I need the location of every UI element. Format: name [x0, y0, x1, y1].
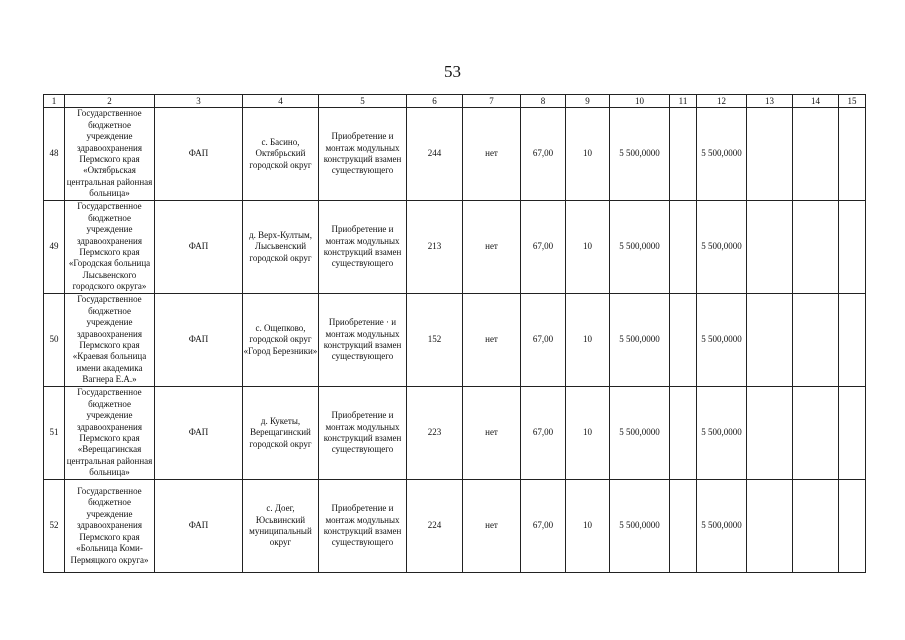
column-number: 9 — [566, 95, 610, 108]
cell-11 — [670, 480, 697, 573]
work-description: Приобретение и монтаж модульных конструкций взамен существующего — [319, 387, 407, 480]
column-number: 6 — [407, 95, 463, 108]
cell-9: 10 — [566, 387, 610, 480]
cell-11 — [670, 201, 697, 294]
page-number: 53 — [444, 62, 461, 81]
cell-7: нет — [463, 480, 521, 573]
facility-type: ФАП — [155, 387, 243, 480]
cell-15 — [839, 294, 866, 387]
cell-9: 10 — [566, 294, 610, 387]
location: с. Ощепково, городской округ «Город Березники» — [243, 294, 319, 387]
table-row — [44, 480, 866, 573]
cell-12: 5 500,0000 — [697, 387, 747, 480]
facility-type: ФАП — [155, 294, 243, 387]
cell-9: 10 — [566, 480, 610, 573]
cell-10: 5 500,0000 — [610, 108, 670, 201]
cell-11 — [670, 108, 697, 201]
institution-name: Государственное бюджетное учреждение здравоохранения Пермского края «Верещагинская центральная районная больница» — [65, 387, 155, 480]
cell-6: 223 — [407, 387, 463, 480]
table-row — [44, 294, 866, 387]
cell-10: 5 500,0000 — [610, 480, 670, 573]
column-number-row — [44, 95, 866, 108]
column-number: 10 — [610, 95, 670, 108]
row-number: 51 — [44, 387, 65, 480]
cell-8: 67,00 — [521, 201, 566, 294]
table-row — [44, 201, 866, 294]
work-description: Приобретение и монтаж модульных конструкций взамен существующего — [319, 108, 407, 201]
column-number: 1 — [44, 95, 65, 108]
facility-type: ФАП — [155, 108, 243, 201]
cell-14 — [793, 480, 839, 573]
institution-name: Государственное бюджетное учреждение здравоохранения Пермского края «Больница Коми-Пермяцкого округа» — [65, 480, 155, 573]
cell-9: 10 — [566, 201, 610, 294]
cell-8: 67,00 — [521, 387, 566, 480]
cell-14 — [793, 108, 839, 201]
cell-12: 5 500,0000 — [697, 201, 747, 294]
row-number: 49 — [44, 201, 65, 294]
cell-8: 67,00 — [521, 294, 566, 387]
location: д. Кукеты, Верещагинский городской округ — [243, 387, 319, 480]
location: д. Верх-Култым, Лысьвенский городской округ — [243, 201, 319, 294]
work-description: Приобретение · и монтаж модульных конструкций взамен существующего — [319, 294, 407, 387]
work-description: Приобретение и монтаж модульных конструкций взамен существующего — [319, 201, 407, 294]
cell-6: 213 — [407, 201, 463, 294]
row-number: 52 — [44, 480, 65, 573]
cell-7: нет — [463, 387, 521, 480]
facility-type: ФАП — [155, 480, 243, 573]
cell-8: 67,00 — [521, 480, 566, 573]
location: с. Басино, Октябрьский городской округ — [243, 108, 319, 201]
cell-11 — [670, 294, 697, 387]
row-number: 48 — [44, 108, 65, 201]
cell-12: 5 500,0000 — [697, 294, 747, 387]
column-number: 2 — [65, 95, 155, 108]
column-number: 14 — [793, 95, 839, 108]
institution-name: Государственное бюджетное учреждение здравоохранения Пермского края «Октябрьская центральная районная больница» — [65, 108, 155, 201]
column-number: 8 — [521, 95, 566, 108]
column-number: 12 — [697, 95, 747, 108]
cell-15 — [839, 108, 866, 201]
cell-10: 5 500,0000 — [610, 294, 670, 387]
cell-8: 67,00 — [521, 108, 566, 201]
column-number: 5 — [319, 95, 407, 108]
cell-7: нет — [463, 108, 521, 201]
cell-11 — [670, 387, 697, 480]
cell-15 — [839, 387, 866, 480]
column-number: 11 — [670, 95, 697, 108]
cell-6: 224 — [407, 480, 463, 573]
cell-15 — [839, 480, 866, 573]
institution-name: Государственное бюджетное учреждение здравоохранения Пермского края «Краевая больница имени академика Вагнера Е.А.» — [65, 294, 155, 387]
cell-10: 5 500,0000 — [610, 387, 670, 480]
cell-14 — [793, 294, 839, 387]
facility-type: ФАП — [155, 201, 243, 294]
cell-15 — [839, 201, 866, 294]
work-description: Приобретение и монтаж модульных конструкций взамен существующего — [319, 480, 407, 573]
column-number: 15 — [839, 95, 866, 108]
location: с. Доег, Юсьвинский муниципальный округ — [243, 480, 319, 573]
cell-7: нет — [463, 201, 521, 294]
table-row — [44, 108, 866, 201]
cell-10: 5 500,0000 — [610, 201, 670, 294]
column-number: 13 — [747, 95, 793, 108]
cell-9: 10 — [566, 108, 610, 201]
cell-14 — [793, 387, 839, 480]
column-number: 3 — [155, 95, 243, 108]
cell-7: нет — [463, 294, 521, 387]
cell-13 — [747, 108, 793, 201]
cell-6: 152 — [407, 294, 463, 387]
cell-14 — [793, 201, 839, 294]
column-number: 7 — [463, 95, 521, 108]
cell-6: 244 — [407, 108, 463, 201]
data-table — [43, 94, 866, 573]
cell-13 — [747, 387, 793, 480]
cell-13 — [747, 201, 793, 294]
cell-12: 5 500,0000 — [697, 108, 747, 201]
institution-name: Государственное бюджетное учреждение здравоохранения Пермского края «Городская больница Лысьвенского городского округа» — [65, 201, 155, 294]
cell-13 — [747, 294, 793, 387]
table-row — [44, 387, 866, 480]
cell-12: 5 500,0000 — [697, 480, 747, 573]
row-number: 50 — [44, 294, 65, 387]
cell-13 — [747, 480, 793, 573]
column-number: 4 — [243, 95, 319, 108]
